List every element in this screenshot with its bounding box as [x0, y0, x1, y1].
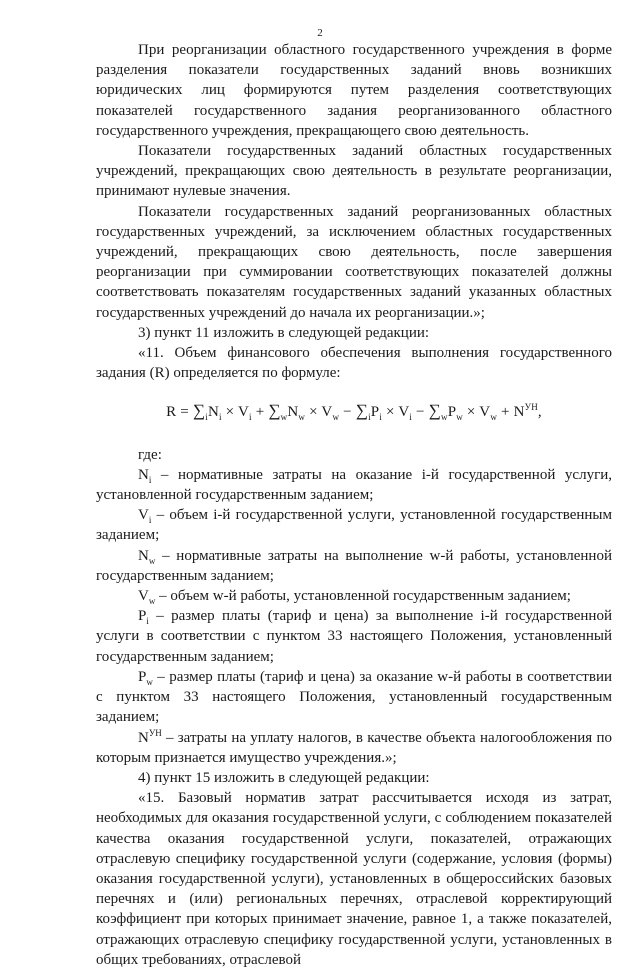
paragraph: 4) пункт 15 изложить в следующей редакции: [138, 769, 430, 786]
paragraph: 3) пункт 11 изложить в следующей редакции: [138, 324, 430, 341]
definition: $P_w$ – размер платы (тариф и цена) за оказание w-й работы в соответствии с пунктом 33 настоящего Положения, установленный государственным заданием; [96, 668, 612, 726]
paragraph: Показатели государственных заданий областных государственных учреждений, прекращающих свою деятельность в результате реорганизации, принимают нулевые значения. [96, 143, 612, 200]
paragraph: «11. Объем финансового обеспечения выполнения государственного задания (R) определяется по формуле: [96, 345, 612, 382]
where-label: где: [138, 446, 162, 463]
definition: $N_i$ – нормативные затраты на оказание i-й государственной услуги, установленной государственным заданием; [96, 466, 612, 504]
paragraph: Показатели государственных заданий реорганизованных областных государственных учреждений, за исключением областных государственных учреждений, прекращающих свою деятельность, после завершения реорганизации при суммировании соответствующих показателей должны соответствовать показателям государственных заданий указанных областных государственных учреждений до начала их реорганизации.»; [96, 203, 612, 321]
page-number: 2 [317, 27, 323, 39]
definition: $V_i$ – объем i-й государственной услуги, установленной государственным заданием; [96, 507, 612, 544]
definition: $N_w$ – нормативные затраты на выполнение w-й работы, установленной государственным заданием; [96, 547, 612, 584]
definition: $N^{УН}$ – затраты на уплату налогов, в качестве объекта налогообложения по которым признается имущество учреждения.»; [96, 727, 612, 766]
definition: $V_w$ – объем w-й работы, установленной государственным заданием; [138, 588, 571, 607]
document-body [96, 40, 612, 970]
financing-formula: $R = \sum_iN_i \times V_i + \sum_wN_w \times V_w - \sum_iP_i \times V_i - \sum_wP_w \times V_w + N^{УН}$, [166, 401, 542, 423]
paragraph: «15. Базовый норматив затрат рассчитывается исходя из затрат, необходимых для оказания государственной услуги, с соблюдением показателей качества оказания государственной услуги, показателей, отражающих отраслевую специфику государственной услуги (содержание, условия (формы) оказания государственной услуги), установленных в общероссийских базовых перечнях и (или) региональных перечнях, отраслевой корректирующий коэффициент при которых принимает значение, равное 1, а также показателей, отражающих отраслевую специфику государственной услуги, установленных в общих требованиях, отраслевой [96, 790, 612, 968]
definition: $P_i$ – размер платы (тариф и цена) за выполнение i-й государственной услуги в соответствии с пунктом 33 настоящего Положения, установленный государственным заданием; [96, 608, 612, 665]
paragraph: При реорганизации областного государственного учреждения в форме разделения показатели государственных заданий вновь возникших юридических лиц формируются путем разделения соответствующих показателей государственного задания реорганизованного областного государственного учреждения, прекращающего свою деятельность. [96, 42, 612, 139]
